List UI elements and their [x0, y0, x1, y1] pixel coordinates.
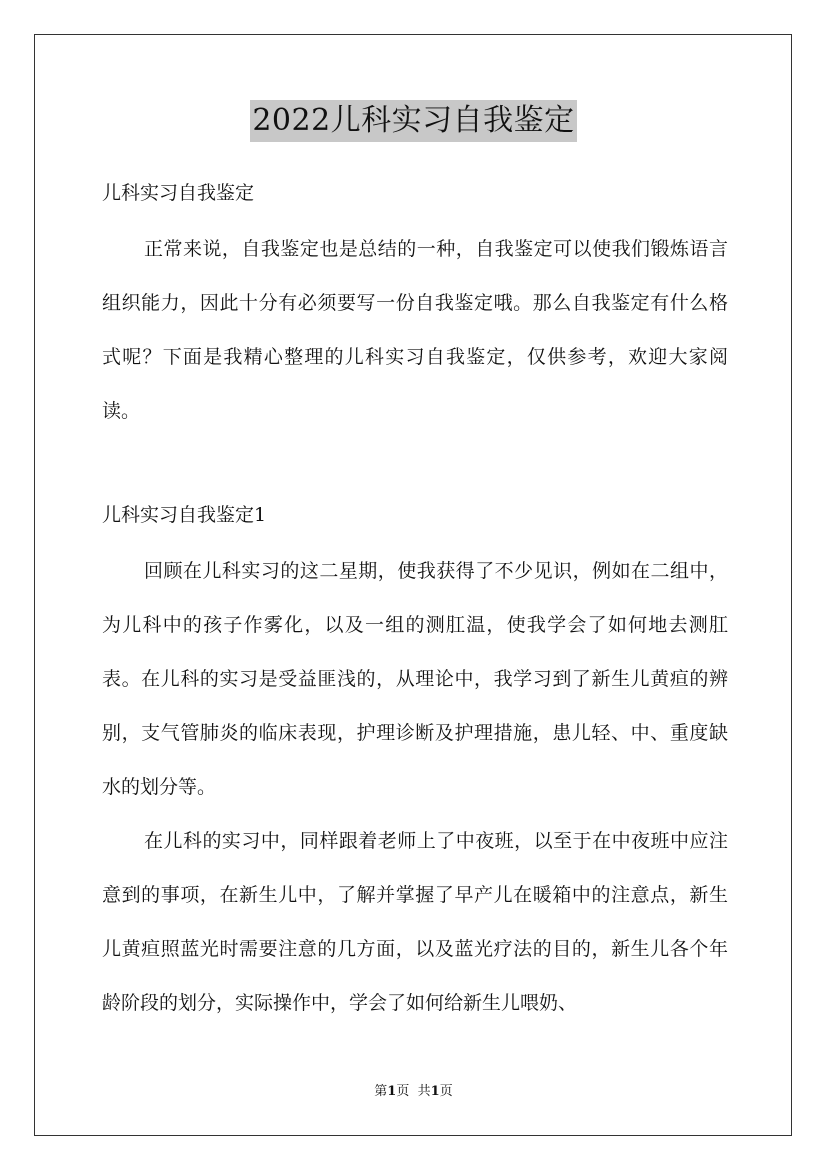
subtitle-heading: 儿科实习自我鉴定: [102, 182, 255, 204]
document-title: 2022儿科实习自我鉴定: [250, 100, 576, 142]
intro-paragraph: 正常来说，自我鉴定也是总结的一种，自我鉴定可以使我们锻炼语言组织能力，因此十分有必须要写一份自我鉴定哦。那么自我鉴定有什么格式呢？下面是我精心整理的儿科实习自我鉴定，仅供参考，欢迎大家阅读。: [102, 238, 728, 422]
spacer: [102, 438, 728, 492]
page-footer: [0, 1083, 827, 1101]
total-prefix: 共: [417, 1084, 431, 1099]
page-prefix: 第: [374, 1084, 388, 1099]
title-area: [0, 100, 827, 142]
section1-paragraph-2: 在儿科的实习中，同样跟着老师上了中夜班，以至于在中夜班中应注意到的事项，在新生儿中，了解并掌握了早产儿在暖箱中的注意点，新生儿黄疸照蓝光时需要注意的几方面，以及蓝光疗法的目的，新生儿各个年龄阶段的划分，实际操作中，学会了如何给新生儿喂奶、: [102, 830, 728, 1014]
page-suffix: 页: [396, 1084, 410, 1099]
page-number: 1: [387, 1084, 397, 1099]
section1-heading: 儿科实习自我鉴定1: [102, 504, 267, 526]
document-body: [102, 170, 728, 1030]
total-pages: 1: [430, 1084, 440, 1099]
section1-paragraph-1: 回顾在儿科实习的这二星期，使我获得了不少见识，例如在二组中，为儿科中的孩子作雾化，以及一组的测肛温，使我学会了如何地去测肛表。在儿科的实习是受益匪浅的，从理论中，我学习到了新生儿黄疸的辨别，支气管肺炎的临床表现，护理诊断及护理措施，患儿轻、中、重度缺水的划分等。: [102, 560, 728, 798]
total-suffix: 页: [439, 1084, 453, 1099]
